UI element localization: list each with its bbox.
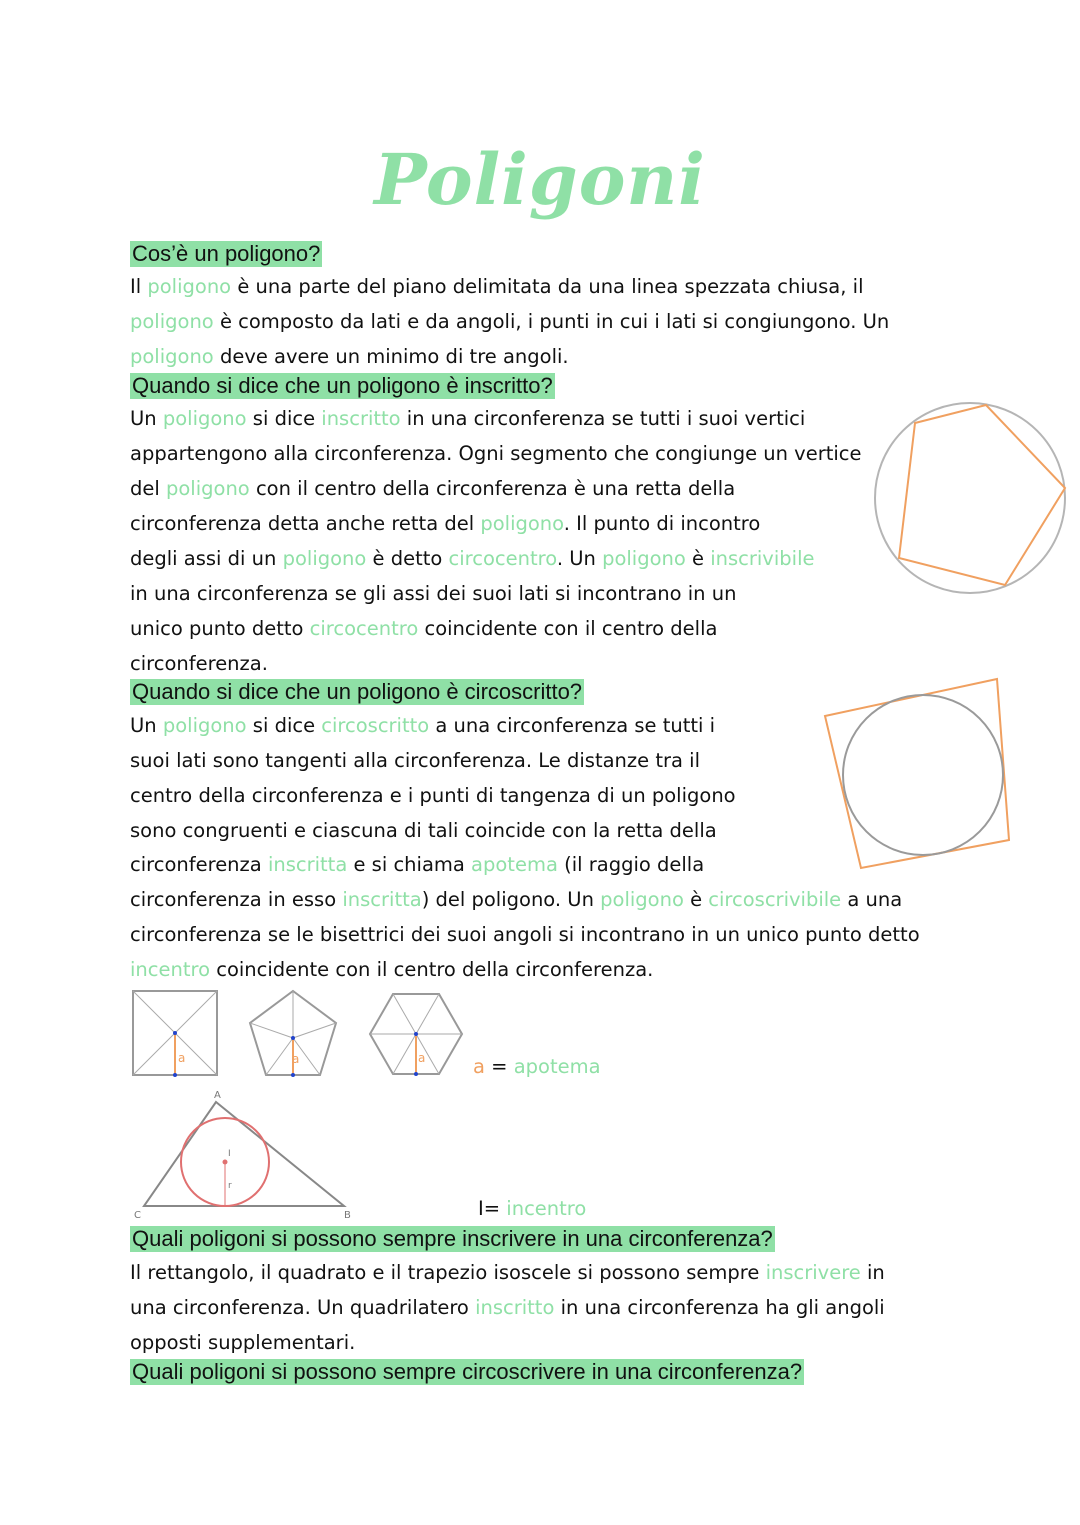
text-line: opposti supplementari. <box>130 1331 356 1354</box>
heading-inscribed: Quando si dice che un poligono è inscritto? <box>132 373 553 398</box>
incircle <box>843 695 1003 855</box>
apothem-label: a <box>178 1051 186 1065</box>
text-line: in una circonferenza se gli assi dei suoi lati si incontrano in un <box>130 582 737 605</box>
incenter-legend: I= incentro <box>478 1197 587 1220</box>
text-line: Un poligono si dice circoscritto a una circonferenza se tutti i <box>130 714 716 737</box>
text-line: circonferenza inscritta e si chiama apotema (il raggio della <box>130 853 705 876</box>
text-line: circonferenza se le bisettrici dei suoi angoli si incontrano in un unico punto detto <box>130 923 920 946</box>
heading-what-is-polygon: Cos’è un poligono? <box>132 241 321 266</box>
apothem-legend: a = apotema <box>473 1055 601 1078</box>
text-line: incentro coincidente con il centro della circonferenza. <box>130 958 654 981</box>
heading-circumscribed: Quando si dice che un poligono è circoscritto? <box>132 679 583 704</box>
inscribed-pentagon-figure <box>870 398 1070 598</box>
text-line: Il poligono è una parte del piano delimitata da una linea spezzata chiusa, il <box>130 275 864 298</box>
square-apothem-figure <box>130 988 220 1078</box>
heading-always-circumscribable: Quali poligoni si possono sempre circoscrivere in una circonferenza? <box>132 1359 803 1384</box>
inscribed-pentagon <box>899 405 1065 585</box>
radius-label: r <box>228 1181 232 1191</box>
heading-always-inscribable: Quali poligoni si possono sempre inscrivere in una circonferenza? <box>132 1226 773 1251</box>
text-line: Il rettangolo, il quadrato e il trapezio isoscele si possono sempre inscrivere in <box>130 1261 885 1284</box>
page-title: Poligoni <box>374 138 706 221</box>
text-line: degli assi di un poligono è detto circocentro. Un poligono è inscrivibile <box>130 547 815 570</box>
hexagon-apothem-figure <box>366 988 466 1080</box>
circumscribed-square <box>825 679 1009 868</box>
text-line: centro della circonferenza e i punti di tangenza di un poligono <box>130 784 736 807</box>
circumscribed-square-figure <box>820 674 1015 874</box>
text-line: unico punto detto circocentro coincidente con il centro della <box>130 617 718 640</box>
vertex-b-label: B <box>344 1210 351 1220</box>
text-line: del poligono con il centro della circonferenza è una retta della <box>130 477 736 500</box>
text-line: una circonferenza. Un quadrilatero inscritto in una circonferenza ha gli angoli <box>130 1296 885 1319</box>
text-line: poligono è composto da lati e da angoli, i punti in cui i lati si congiungono. Un <box>130 310 890 333</box>
circumcircle <box>875 403 1065 593</box>
text-line: circonferenza detta anche retta del poligono. Il punto di incontro <box>130 512 761 535</box>
text-line: sono congruenti e ciascuna di tali coincide con la retta della <box>130 819 717 842</box>
text-line: Un poligono si dice inscritto in una circonferenza se tutti i suoi vertici <box>130 407 806 430</box>
text-line: poligono deve avere un minimo di tre angoli. <box>130 345 569 368</box>
apothem-label: a <box>418 1051 426 1065</box>
vertex-c-label: C <box>134 1210 141 1220</box>
text-line: appartengono alla circonferenza. Ogni segmento che congiunge un vertice <box>130 442 862 465</box>
apothem-label: a <box>292 1052 300 1066</box>
pentagon-apothem-figure <box>246 988 341 1080</box>
text-line: circonferenza. <box>130 652 268 675</box>
vertex-a-label: A <box>214 1090 221 1101</box>
incenter-label: I <box>228 1149 231 1159</box>
text-line: suoi lati sono tangenti alla circonferenza. Le distanze tra il <box>130 749 700 772</box>
text-line: circonferenza in esso inscritta) del poligono. Un poligono è circoscrivibile a una <box>130 888 903 911</box>
triangle-incircle-figure <box>130 1088 360 1220</box>
